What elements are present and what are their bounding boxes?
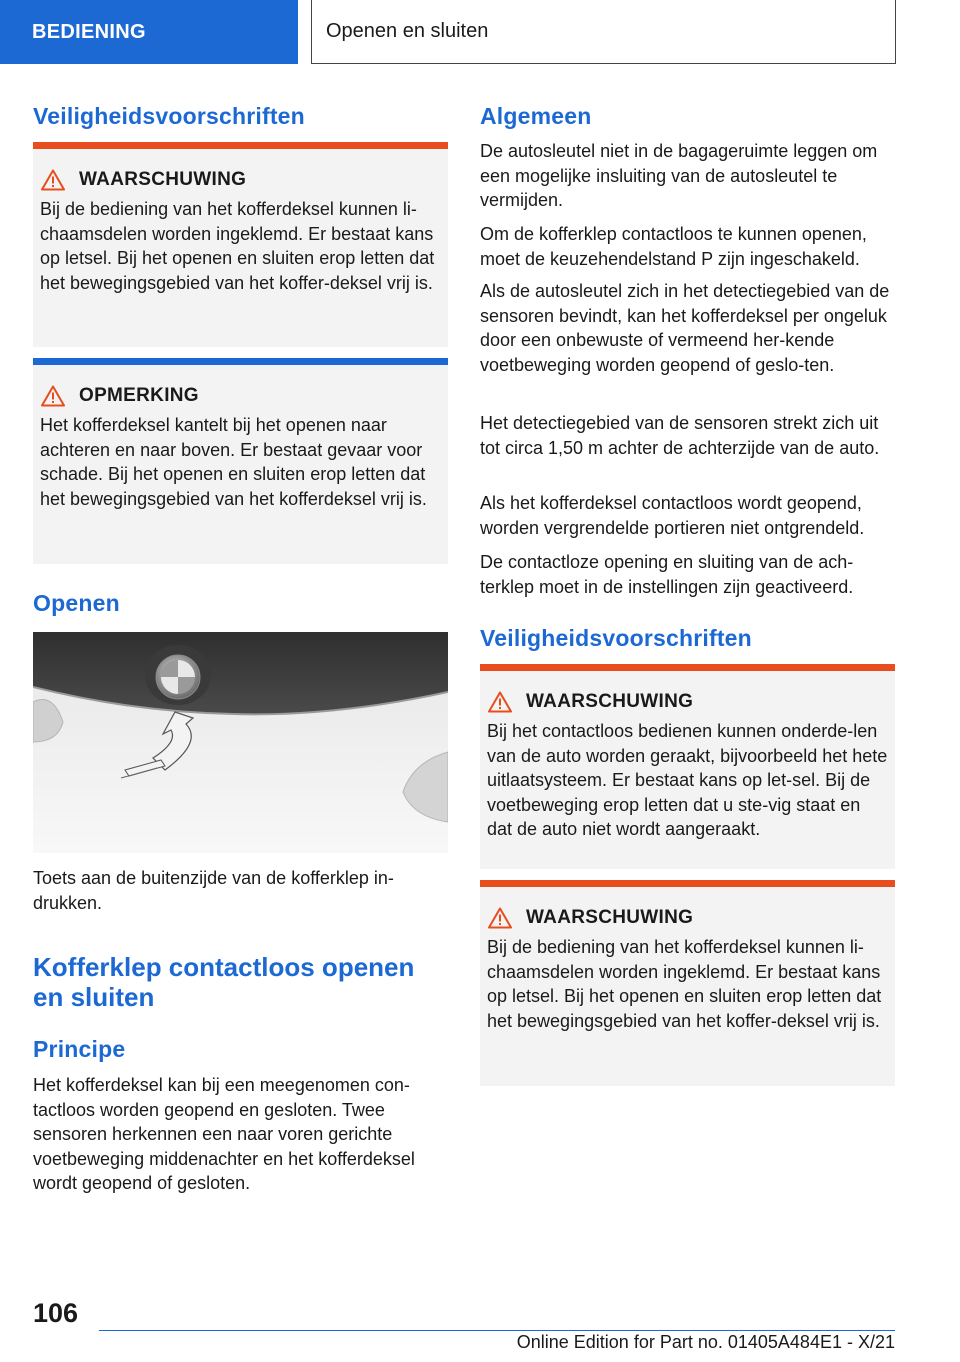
note-triangle-icon xyxy=(41,385,65,407)
algemeen-paragraph-2: Om de kofferklep contactloos te kunnen openen, moet de keuzehendelstand P zijn ingeschakeld. xyxy=(480,224,867,269)
note-box xyxy=(33,358,448,564)
warning-box xyxy=(480,664,895,869)
heading-algemeen: Algemeen xyxy=(480,103,592,129)
warning-bar xyxy=(480,664,895,671)
section-tab xyxy=(0,0,298,64)
chapter-title: Openen en sluiten xyxy=(326,20,489,42)
algemeen-paragraph-6: De contactloze opening en sluiting van de ach-terklep moet in de instellingen zijn geactiveerd. xyxy=(480,552,854,597)
warning-text: Bij de bediening van het kofferdeksel kunnen li-chaamsdelen worden ingeklemd. Er bestaat kans op letsel. Bij het openen en sluiten erop letten dat het bewegingsgebied van het koffer-deksel vrij is. xyxy=(487,937,882,1031)
warning-triangle-icon xyxy=(488,907,512,929)
note-text: Het kofferdeksel kantelt bij het openen naar achteren en naar boven. Er bestaat gevaar voor schade. Bij het openen en sluiten erop letten dat het bewegingsgebied van het kofferdeksel vrij is. xyxy=(40,415,427,509)
page-number: 106 xyxy=(33,1298,79,1328)
algemeen-paragraph-1: De autosleutel niet in de bagageruimte leggen om een mogelijke insluiting van de autosleutel te vermijden. xyxy=(480,141,878,210)
warning-title: WAARSCHUWING xyxy=(526,907,694,928)
warning-bar xyxy=(480,880,895,887)
warning-text: Bij de bediening van het kofferdeksel kunnen li-chaamsdelen worden ingeklemd. Er bestaat kans op letsel. Bij het openen en sluiten erop letten dat het bewegingsgebied van het koffer-deksel vrij is. xyxy=(40,199,435,293)
warning-text: Bij het contactloos bedienen kunnen onderde-len van de auto worden geraakt, bijvoorbeeld het hete uitlaatsysteem. Er bestaat kans op let-sel. Bij de voetbeweging erop letten dat u ste-vig staat en dat de auto niet wordt aangeraakt. xyxy=(487,721,888,839)
algemeen-paragraph-5: Als het kofferdeksel contactloos wordt geopend, worden vergrendelde portieren niet ontgrendeld. xyxy=(480,493,865,538)
openen-instruction: Toets aan de buitenzijde van de kofferklep in-drukken. xyxy=(33,868,394,913)
chapter-header xyxy=(311,0,896,64)
heading-contactless: Kofferklep contactloos openen en sluiten xyxy=(33,952,415,1012)
note-title: OPMERKING xyxy=(79,385,199,406)
algemeen-paragraph-4: Het detectiegebied van de sensoren strekt zich uit tot circa 1,50 m achter de achterzijde van de auto. xyxy=(480,413,880,458)
section-title: BEDIENING xyxy=(32,20,146,43)
principe-text: Het kofferdeksel kan bij een meegenomen con-tactloos worden geopend en gesloten. Twee sensoren herkennen een naar voren gerichte voetbeweging middenachter en het kofferdeksel wordt geopend of gesloten. xyxy=(33,1075,415,1193)
footer-edition: Online Edition for Part no. 01405A484E1 - X/21 xyxy=(516,1332,895,1352)
warning-bar xyxy=(33,142,448,149)
trunk-illustration-svg xyxy=(33,632,448,853)
heading-safety-right: Veiligheidsvoorschriften xyxy=(480,625,752,651)
note-bar xyxy=(33,358,448,365)
footer-divider xyxy=(99,1330,895,1331)
algemeen-paragraph-3: Als de autosleutel zich in het detectiegebied van de sensoren bevindt, kan het kofferdeksel per ongeluk door een onbewuste of vermeend her-kende voetbeweging worden geopend of geslo-ten. xyxy=(480,281,890,375)
warning-box xyxy=(33,142,448,347)
trunk-button-illustration xyxy=(33,632,448,853)
warning-title: WAARSCHUWING xyxy=(79,169,247,190)
heading-principe: Principe xyxy=(33,1036,126,1062)
warning-title: WAARSCHUWING xyxy=(526,691,694,712)
heading-safety: Veiligheidsvoorschriften xyxy=(33,103,305,129)
heading-openen: Openen xyxy=(33,590,120,616)
warning-box xyxy=(480,880,895,1086)
warning-triangle-icon xyxy=(41,169,65,191)
warning-triangle-icon xyxy=(488,691,512,713)
